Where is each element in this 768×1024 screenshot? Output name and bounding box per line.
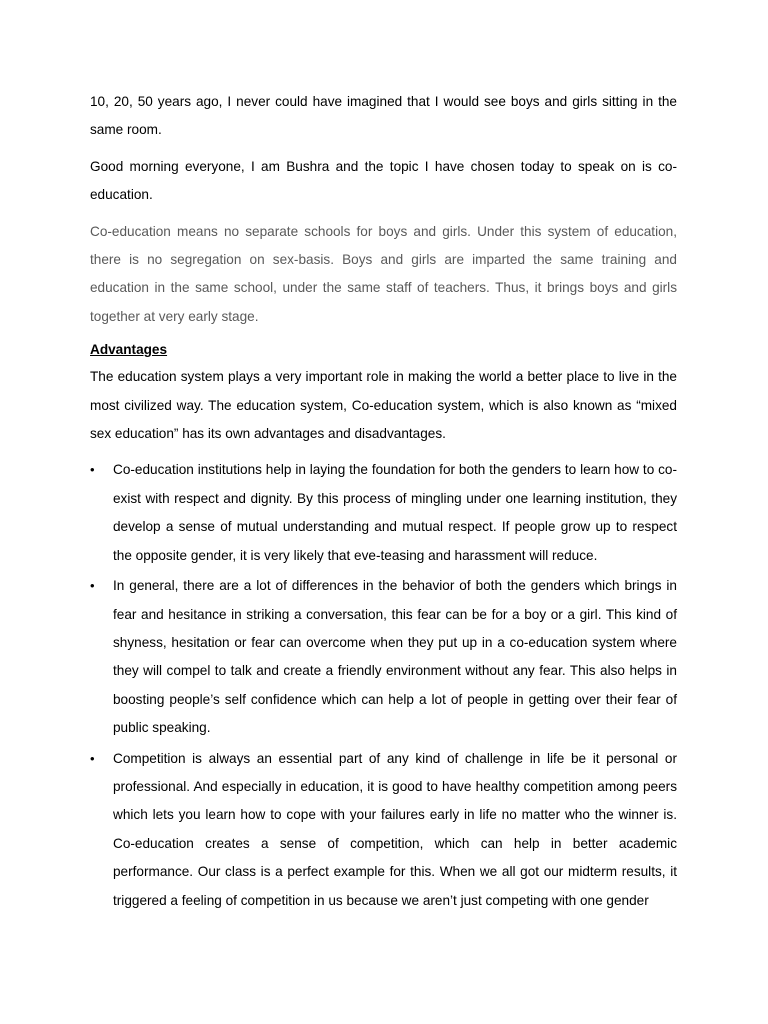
opening-paragraph: 10, 20, 50 years ago, I never could have imagined that I would see boys and girls sitting in the same room.	[90, 94, 677, 138]
list-item-text: In general, there are a lot of differences in the behavior of both the genders which brings in fear and hesitance in striking a conversation, this fear can be for a boy or a girl. This kind of shyness, hesitation or fear can overcome when they put up in a co-education system where they will compel to talk and create a friendly environment without any fear. This also helps in boosting people’s self confidence which can help a lot of people in getting over their fear of public speaking.	[113, 578, 677, 736]
list-item-text: Co-education institutions help in laying the foundation for both the genders to learn how to co-exist with respect and dignity. By this process of mingling under one learning institution, they develop a sense of mutual understanding and mutual respect. If people grow up to respect the opposite gender, it is very likely that eve-teasing and harassment will reduce.	[113, 462, 677, 563]
list-item-text: Competition is always an essential part of any kind of challenge in life be it personal or professional. And especially in education, it is good to have healthy competition among peers which lets you learn how to cope with your failures early in life no matter who the winner is. Co-education creates a sense of competition, which can help in better academic performance. Our class is a perfect example for this. When we all got our midterm results, it triggered a feeling of competition in us because we aren’t just competing with one gender	[113, 750, 677, 908]
bullet-icon: •	[90, 578, 95, 594]
list-item	[90, 745, 677, 915]
advantages-list	[90, 456, 677, 915]
greeting-paragraph: Good morning everyone, I am Bushra and the topic I have chosen today to speak on is co-education.	[90, 158, 677, 203]
bullet-icon: •	[90, 462, 95, 478]
list-item	[90, 572, 677, 742]
advantages-heading: Advantages	[90, 342, 168, 358]
advantages-intro-paragraph: The education system plays a very important role in making the world a better place to live in the most civilized way. The education system, Co-education system, which is also known as “mixed sex education” has its own advantages and disadvantages.	[90, 369, 677, 442]
list-item	[90, 456, 677, 570]
bullet-icon: •	[90, 750, 95, 766]
definition-paragraph: Co-education means no separate schools for boys and girls. Under this system of education, there is no segregation on sex-basis. Boys and girls are imparted the same training and education in the same school, under the same staff of teachers. Thus, it brings boys and girls together at very early stage.	[90, 223, 677, 324]
document-page	[90, 88, 677, 917]
